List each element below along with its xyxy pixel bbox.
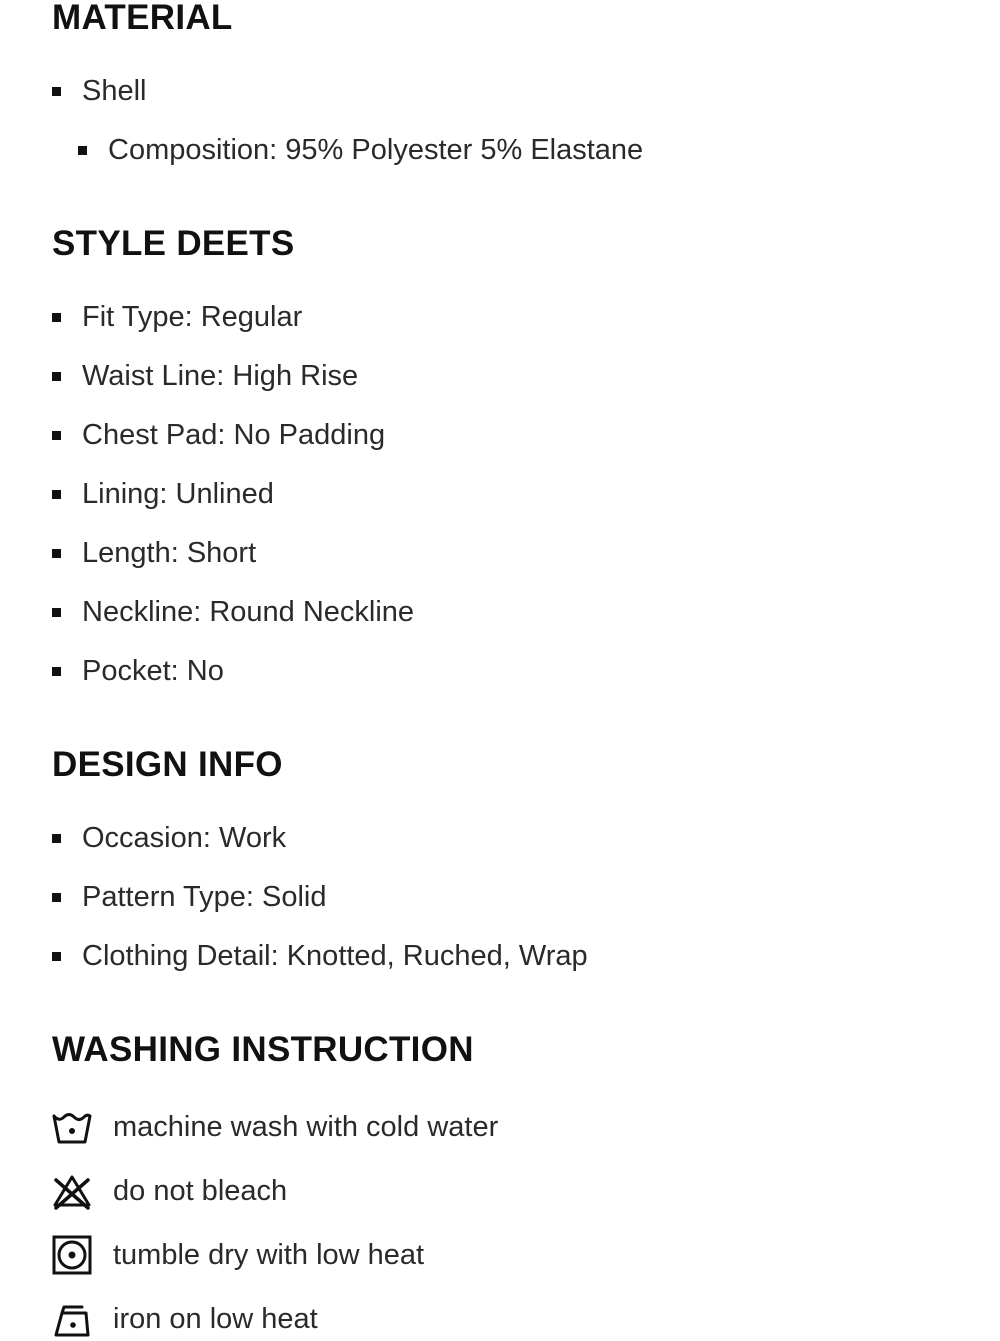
- square-bullet-icon: [52, 549, 61, 558]
- do-not-bleach-icon: [52, 1171, 92, 1211]
- style-item-chest-pad: [52, 415, 385, 455]
- style-item-label: Lining: Unlined: [82, 477, 274, 510]
- square-bullet-icon: [52, 431, 61, 440]
- care-item-label: machine wash with cold water: [113, 1110, 499, 1143]
- care-item-label: do not bleach: [113, 1174, 288, 1207]
- square-bullet-icon: [52, 952, 61, 961]
- material-item-label: Shell: [82, 74, 147, 107]
- square-bullet-icon: [52, 87, 61, 96]
- design-item-label: Clothing Detail: Knotted, Ruched, Wrap: [82, 939, 588, 972]
- care-item-label: tumble dry with low heat: [113, 1238, 425, 1271]
- design-info-heading: DESIGN INFO: [52, 745, 283, 784]
- care-item-label: iron on low heat: [113, 1302, 318, 1335]
- care-item-iron: [52, 1297, 318, 1341]
- style-item-neckline: [52, 592, 414, 632]
- square-bullet-icon: [52, 372, 61, 381]
- material-item-shell: [52, 71, 147, 111]
- care-item-machine-wash: [52, 1105, 498, 1149]
- tumble-dry-low-icon: [52, 1235, 92, 1275]
- style-item-label: Pocket: No: [82, 654, 224, 687]
- washing-instruction-heading: WASHING INSTRUCTION: [52, 1030, 474, 1069]
- design-item-occasion: [52, 818, 286, 858]
- material-item-composition: [78, 130, 643, 170]
- style-item-length: [52, 533, 256, 573]
- design-item-label: Pattern Type: Solid: [82, 880, 327, 913]
- style-item-pocket: [52, 651, 224, 691]
- square-bullet-icon: [52, 834, 61, 843]
- style-deets-heading: STYLE DEETS: [52, 224, 295, 263]
- style-item-label: Fit Type: Regular: [82, 300, 303, 333]
- style-item-lining: [52, 474, 274, 514]
- iron-low-icon: [52, 1299, 92, 1339]
- square-bullet-icon: [52, 313, 61, 322]
- material-heading: MATERIAL: [52, 0, 233, 37]
- square-bullet-icon: [52, 608, 61, 617]
- style-item-label: Waist Line: High Rise: [82, 359, 359, 392]
- design-item-pattern-type: [52, 877, 327, 917]
- style-item-fit-type: [52, 297, 302, 337]
- care-item-tumble-dry: [52, 1233, 424, 1277]
- design-item-clothing-detail: [52, 936, 588, 976]
- design-item-label: Occasion: Work: [82, 821, 287, 854]
- style-item-label: Length: Short: [82, 536, 257, 569]
- square-bullet-icon: [52, 490, 61, 499]
- material-item-label: Composition: 95% Polyester 5% Elastane: [108, 133, 644, 166]
- care-item-do-not-bleach: [52, 1169, 287, 1213]
- style-item-label: Neckline: Round Neckline: [82, 595, 415, 628]
- style-item-waist-line: [52, 356, 358, 396]
- machine-wash-cold-icon: [52, 1107, 92, 1147]
- square-bullet-icon: [52, 667, 61, 676]
- square-bullet-icon: [78, 146, 87, 155]
- style-item-label: Chest Pad: No Padding: [82, 418, 386, 451]
- square-bullet-icon: [52, 893, 61, 902]
